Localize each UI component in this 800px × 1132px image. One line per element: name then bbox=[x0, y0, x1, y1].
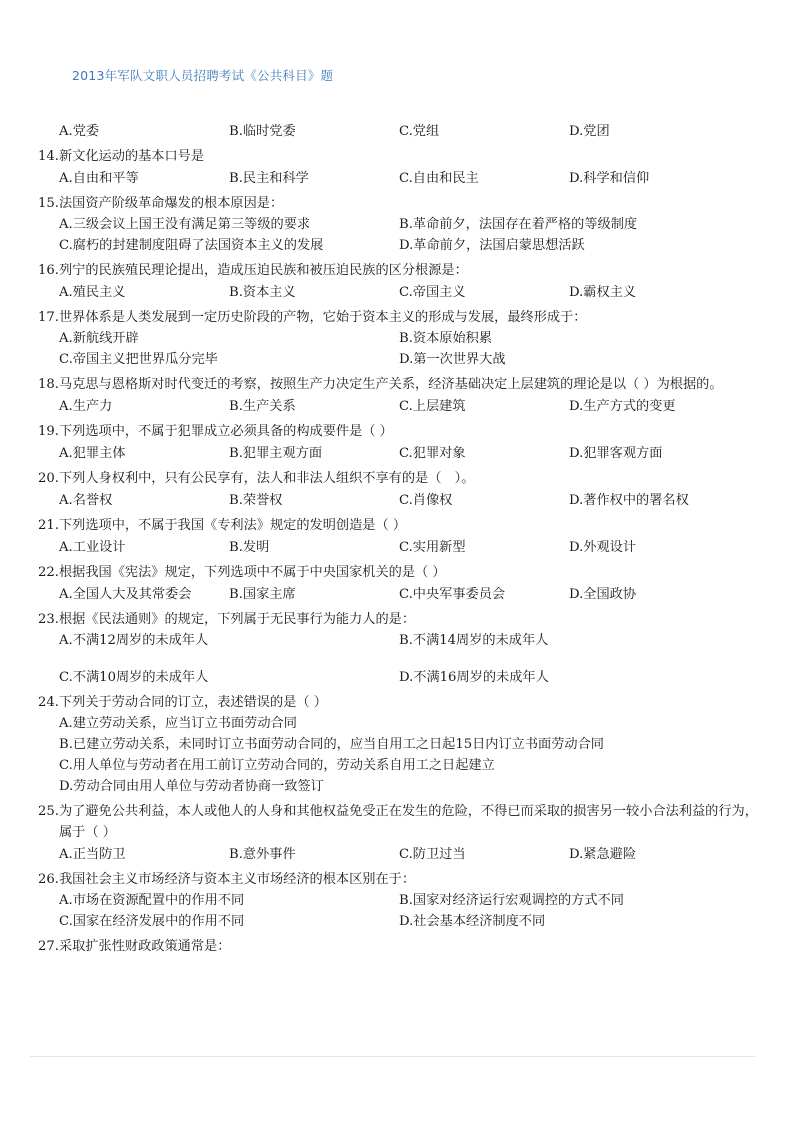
option-a: A.工业设计 bbox=[59, 539, 126, 555]
option-a: A.建立劳动关系，应当订立书面劳动合同 bbox=[59, 716, 297, 731]
question-number: 14. bbox=[38, 149, 59, 164]
option-c: C.肖像权 bbox=[399, 492, 453, 508]
question-14 bbox=[38, 146, 768, 167]
option-b: B.革命前夕，法国存在着严格的等级制度 bbox=[399, 217, 638, 232]
option-d: D.生产方式的变更 bbox=[569, 398, 676, 414]
question-16 bbox=[38, 260, 768, 281]
option-d: D.社会基本经济制度不同 bbox=[399, 914, 546, 929]
option-c: C.上层建筑 bbox=[399, 398, 466, 414]
option-c: C.自由和民主 bbox=[399, 170, 479, 186]
option-c: C.实用新型 bbox=[399, 539, 466, 555]
option-c: C.帝国主义 bbox=[399, 284, 466, 300]
option-a: A.正当防卫 bbox=[59, 846, 126, 862]
option-c: C.党组 bbox=[399, 123, 440, 139]
option-b: B.荣誉权 bbox=[229, 492, 283, 508]
option-d: D.外观设计 bbox=[569, 539, 637, 555]
options-q23 bbox=[38, 630, 768, 688]
option-d: D.霸权主义 bbox=[569, 284, 637, 300]
question-number: 22. bbox=[38, 565, 59, 580]
option-b: B.民主和科学 bbox=[229, 170, 309, 186]
question-text: 下列关于劳动合同的订立，表述错误的是（ ） bbox=[58, 695, 327, 710]
option-c: C.帝国主义把世界瓜分完毕 bbox=[59, 352, 218, 367]
option-c: C.不满10周岁的未成年人 bbox=[59, 670, 209, 685]
option-b: B.国家主席 bbox=[229, 586, 296, 602]
document-header-title: 2013年军队文职人员招聘考试《公共科目》题 bbox=[72, 68, 334, 83]
question-text: 世界体系是人类发展到一定历史阶段的产物，它始于资本主义的形成与发展，最终形成于： bbox=[58, 310, 587, 325]
option-c: C.腐朽的封建制度阻碍了法国资本主义的发展 bbox=[59, 238, 324, 253]
option-b: B.资本原始积累 bbox=[399, 331, 493, 346]
options-q21 bbox=[38, 536, 768, 558]
options-q19 bbox=[38, 442, 768, 464]
question-list bbox=[38, 120, 768, 957]
option-b: B.国家对经济运行宏观调控的方式不同 bbox=[399, 893, 624, 908]
option-a: A.不满12周岁的未成年人 bbox=[59, 633, 209, 648]
question-27 bbox=[38, 936, 768, 957]
question-text: 下列人身权利中，只有公民享有，法人和非法人组织不享有的是（ ）。 bbox=[58, 471, 475, 486]
option-a: A.三级会议上国王没有满足第三等级的要求 bbox=[59, 217, 311, 232]
question-number: 16. bbox=[38, 263, 59, 278]
option-a: A.名誉权 bbox=[59, 492, 113, 508]
question-15 bbox=[38, 193, 768, 214]
question-19 bbox=[38, 421, 768, 442]
option-a: A.党委 bbox=[59, 123, 100, 139]
option-a: A.自由和平等 bbox=[59, 170, 139, 186]
question-number: 15. bbox=[38, 196, 59, 211]
question-26 bbox=[38, 869, 768, 890]
question-text: 新文化运动的基本口号是 bbox=[58, 149, 205, 164]
question-text: 根据我国《宪法》规定，下列选项中不属于中央国家机关的是（ ） bbox=[58, 565, 446, 580]
question-number: 25. bbox=[38, 804, 59, 819]
question-number: 20. bbox=[38, 471, 59, 486]
option-c: C.犯罪对象 bbox=[399, 445, 466, 461]
question-text: 采取扩张性财政政策通常是： bbox=[58, 939, 231, 954]
option-b: B.资本主义 bbox=[229, 284, 296, 300]
question-number: 18. bbox=[38, 377, 59, 392]
option-b: B.临时党委 bbox=[229, 123, 296, 139]
question-number: 23. bbox=[38, 612, 59, 627]
option-b: B.不满14周岁的未成年人 bbox=[399, 633, 549, 648]
option-d: D.犯罪客观方面 bbox=[569, 445, 663, 461]
option-c: C.防卫过当 bbox=[399, 846, 466, 862]
option-d: D.不满16周岁的未成年人 bbox=[399, 670, 549, 685]
question-text: 根据《民法通则》的规定，下列属于无民事行为能力人的是： bbox=[58, 612, 416, 627]
question-text: 下列选项中，不属于犯罪成立必须具备的构成要件是（ ） bbox=[58, 424, 393, 439]
options-q24 bbox=[38, 713, 768, 797]
options-q22 bbox=[38, 583, 768, 605]
question-number: 26. bbox=[38, 872, 59, 887]
options-q13 bbox=[38, 120, 768, 142]
options-q18 bbox=[38, 395, 768, 417]
options-q17 bbox=[38, 328, 768, 370]
question-number: 19. bbox=[38, 424, 59, 439]
option-c: C.用人单位与劳动者在用工前订立劳动合同的，劳动关系自用工之日起建立 bbox=[59, 758, 495, 773]
option-a: A.新航线开辟 bbox=[59, 331, 139, 346]
option-b: B.生产关系 bbox=[229, 398, 296, 414]
option-b: B.犯罪主观方面 bbox=[229, 445, 323, 461]
options-q20 bbox=[38, 489, 768, 511]
option-a: A.市场在资源配置中的作用不同 bbox=[59, 893, 245, 908]
question-text: 下列选项中，不属于我国《专利法》规定的发明创造是（ ） bbox=[58, 518, 407, 533]
option-c: C.国家在经济发展中的作用不同 bbox=[59, 914, 245, 929]
options-q16 bbox=[38, 281, 768, 303]
question-text: 法国资产阶级革命爆发的根本原因是： bbox=[58, 196, 284, 211]
options-q15 bbox=[38, 214, 768, 256]
question-text: 马克思与恩格斯对时代变迁的考察，按照生产力决定生产关系，经济基础决定上层建筑的理论是以（ ）为根据的。 bbox=[58, 377, 723, 392]
question-number: 27. bbox=[38, 939, 59, 954]
question-23 bbox=[38, 609, 768, 630]
option-c: C.中央军事委员会 bbox=[399, 586, 506, 602]
question-text: 为了避免公共利益，本人或他人的人身和其他权益免受正在发生的危险，不得已而采取的损害另一较小合法利益的行为，属于（ ） bbox=[58, 804, 758, 840]
question-number: 21. bbox=[38, 518, 59, 533]
question-20 bbox=[38, 468, 768, 489]
option-d: D.全国政协 bbox=[569, 586, 637, 602]
question-text: 我国社会主义市场经济与资本主义市场经济的根本区别在于： bbox=[58, 872, 416, 887]
options-q25 bbox=[38, 843, 768, 865]
question-number: 17. bbox=[38, 310, 59, 325]
option-a: A.生产力 bbox=[59, 398, 113, 414]
options-q14 bbox=[38, 167, 768, 189]
option-d: D.第一次世界大战 bbox=[399, 352, 506, 367]
option-d: D.紧急避险 bbox=[569, 846, 637, 862]
question-18 bbox=[38, 374, 768, 395]
question-25 bbox=[38, 801, 768, 843]
option-b: B.意外事件 bbox=[229, 846, 296, 862]
option-d: D.劳动合同由用人单位与劳动者协商一致签订 bbox=[59, 779, 324, 794]
options-q26 bbox=[38, 890, 768, 932]
option-a: A.全国人大及其常委会 bbox=[59, 586, 192, 602]
question-22 bbox=[38, 562, 768, 583]
question-21 bbox=[38, 515, 768, 536]
option-a: A.殖民主义 bbox=[59, 284, 126, 300]
page-bottom-divider bbox=[30, 1056, 755, 1057]
option-d: D.党团 bbox=[569, 123, 610, 139]
option-b: B.发明 bbox=[229, 539, 270, 555]
option-b: B.已建立劳动关系，未同时订立书面劳动合同的，应当自用工之日起15日内订立书面劳动合同 bbox=[59, 737, 604, 752]
question-text: 列宁的民族殖民理论提出，造成压迫民族和被压迫民族的区分根源是： bbox=[58, 263, 468, 278]
option-a: A.犯罪主体 bbox=[59, 445, 126, 461]
question-number: 24. bbox=[38, 695, 59, 710]
option-d: D.革命前夕，法国启蒙思想活跃 bbox=[399, 238, 585, 253]
option-d: D.著作权中的署名权 bbox=[569, 492, 689, 508]
question-17 bbox=[38, 307, 768, 328]
question-24 bbox=[38, 692, 768, 713]
option-d: D.科学和信仰 bbox=[569, 170, 650, 186]
